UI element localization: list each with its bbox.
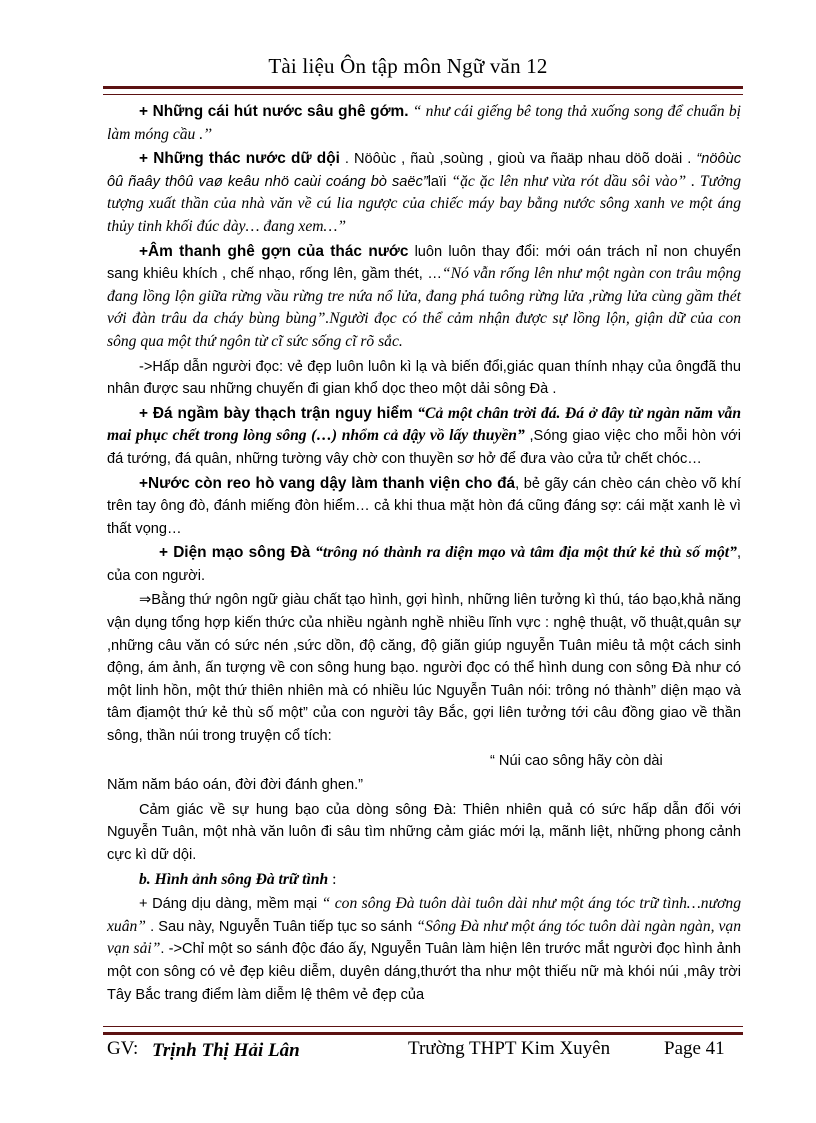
footer-gv-label: GV:	[107, 1038, 139, 1059]
paragraph	[107, 403, 741, 471]
paragraph	[107, 101, 741, 146]
footer-school: Trường THPT Kim Xuyên	[408, 1038, 611, 1059]
paragraph	[107, 542, 741, 587]
footer-rule	[103, 1026, 743, 1035]
text: ,Sóng giao việc cho mỗi hòn với đá tướng, đá quân, những tường vây chờ con thuyền sơ hở để đưa vào cửa tử chết chóc…	[107, 428, 741, 467]
poem-line: “ Núi cao sông hãy còn dài	[490, 752, 663, 769]
header-rule	[103, 86, 743, 95]
text: , của con người.	[107, 545, 741, 584]
text: . Sau này, Nguyễn Tuân tiếp tục so sánh	[145, 918, 417, 935]
text: + Dáng dịu dàng, mềm mại	[139, 896, 322, 913]
text: . Nöôùc , ñaù ,soùng , gioù va ñaäp nhau döõ doäi .	[339, 151, 692, 168]
poem-line: Năm năm báo oán, đời đời đánh ghen.”	[107, 777, 364, 794]
point-heading: +Nước còn reo hò vang dậy làm thanh viện cho đá	[139, 474, 516, 492]
quote: “nöôùc ôû ñaây thôû vaø keâu nhö caùi coáng bò saëc”	[107, 151, 741, 190]
paragraph	[107, 893, 741, 1006]
text: . ->Chỉ một so sánh độc đáo ấy, Nguyễn Tuân làm hiện lên trước mắt người đọc hình ảnh một con sông có vẻ đẹp kiêu diễm, duyên dáng,thướt tha như một thiếu nữ mà khói núi ,mây trời Tây Bắc trang điểm làm diễm lệ thêm vẻ đẹp của	[107, 941, 741, 1003]
text: :	[328, 870, 337, 888]
text: laïi	[427, 173, 452, 190]
text: Người đọc có thể cảm nhận được sự lồng lộn, giận dữ của con sông qua một thứ ngôn từ cĩ sức sống cĩ rõ sắc.	[107, 310, 741, 350]
quote: “ con sông Đà tuôn dài tuôn dài như một áng tóc trữ tình…nương xuân”	[107, 895, 741, 935]
page-header-title: Tài liệu Ôn tập môn Ngữ văn 12	[268, 54, 548, 78]
paragraph: Cảm giác về sự hung bạo của dòng sông Đà: Thiên nhiên quả có sức hấp dẫn đối với Nguyễn Tuân, một nhà văn luôn đi sâu tìm những cảm giác mới lạ, mãnh liệt, những phong cảnh cực kì dữ dội.	[107, 801, 741, 863]
quote: “ặc ặc lên như vừa rót dầu sôi vào” . Tưởng tượng xuất thần của nhà văn về cú lia ngược của chiếc máy bay bằng nước sông xanh ve một áng thủy tinh khối đúc dày… đang xem…”	[107, 172, 741, 235]
footer-teacher-name: Trịnh Thị Hải Lân	[152, 1040, 300, 1061]
section-heading	[107, 869, 741, 892]
point-heading: + Những cái hút nước sâu ghê gớm.	[139, 103, 409, 120]
document-body	[107, 101, 741, 1008]
quote: “Cả một chân trời đá. Đá ở đây từ ngàn năm vẫn mai phục chết trong lòng sông (…) nhổm cả dậy vồ lấy thuyền”	[107, 404, 741, 445]
point-heading: +Âm thanh ghê gợn của thác nước	[139, 242, 409, 260]
point-heading: + Những thác nước dữ dội	[139, 150, 340, 168]
quote: “Nó vẫn rống lên như một ngàn con trâu mộng đang lồng lộn giữa rừng vầu rừng tre nứa nổ lửa, đang phá tuông rừng lửa ,rừng lửa cùng gầm thét với đàn trâu da cháy bùng bùng”.	[107, 265, 741, 328]
text: , bẻ gãy cán chèo cán chèo võ khí trên tay ông đò, đánh miếng đòn hiểm… cả khi thua mặt hòn đá cũng đáng sợ: cái mặt xanh lè vì thất vọng…	[107, 475, 741, 537]
quote: “trông nó thành ra diện mạo và tâm địa một thứ kẻ thù số một”	[310, 544, 737, 562]
text: luôn luôn thay đổi: mới oán trách nỉ non chuyển sang khiêu khích , chế nhạo, rống lên, gầm thét, …	[107, 243, 741, 283]
paragraph: ->Hấp dẫn người đọc: vẻ đẹp luôn luôn kì lạ và biến đổi,giác quan thính nhạy của ôngđã thu nhân được sau những chuyến đi gian khổ dọc theo một dải sông Đà .	[107, 358, 741, 398]
footer-page-number: Page 41	[664, 1038, 725, 1059]
point-heading: + Đá ngầm bày thạch trận nguy hiểm	[139, 404, 413, 422]
point-heading: + Diện mạo sông Đà	[159, 544, 311, 562]
paragraph	[107, 473, 741, 541]
quote: “ như cái giếng bê tong thả xuống song để chuẩn bị làm móng cầu .’’	[107, 103, 741, 143]
paragraph: ⇒Bằng thứ ngôn ngữ giàu chất tạo hình, gợi hình, những liên tưởng kì thú, táo bạo,khả năng vận dụng tổng hợp kiến thức của nhiều ngành nghề nhiều lĩnh vực : nghệ thuật, võ thuật,quân sự ,những câu văn có sức nén ,sức dồn, độ căng, độ giãn giúp nguyễn Tuân miêu tả một cách sinh động, ám ảnh, ấn tượng về con sông hung bạo. người đọc có thể hình dung con sông Đà như có một linh hồn, một thứ thiên nhiên mà có nhiều lúc Nguyễn Tuân nói: trông nó thành” diện mạo và tâm địamột thứ kẻ thù số một” của con người tây Bắc, gợi liên tưởng tới câu đồng giao về thần sông, thần núi trong truyện cổ tích:	[107, 592, 741, 745]
paragraph	[107, 148, 741, 238]
quote: “Sông Đà như một áng tóc tuôn dài ngàn ngàn, vạn vạn sải”	[107, 917, 741, 958]
paragraph	[107, 241, 741, 354]
section-title: b. Hình ảnh sông Đà trữ tình	[139, 870, 329, 888]
